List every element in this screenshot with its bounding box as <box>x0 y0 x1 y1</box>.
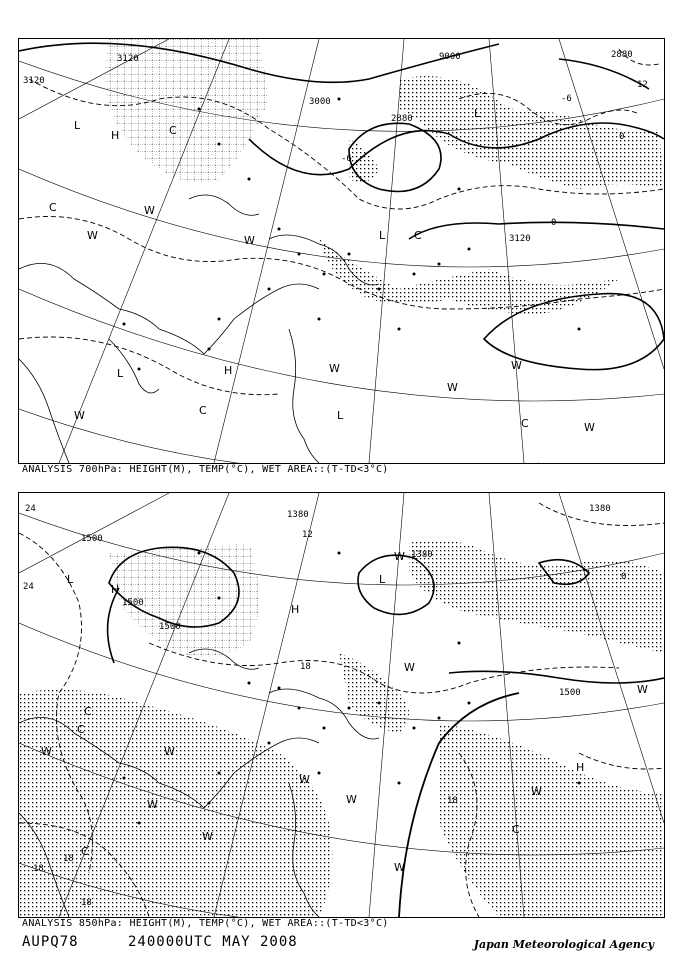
symbol-text: C <box>77 723 85 736</box>
symbol-text: H <box>224 364 233 377</box>
contour-label: 2880 <box>391 114 413 124</box>
symbol-text: C <box>84 705 92 718</box>
contour-label: 1500 <box>159 622 181 632</box>
symbol-text: C <box>81 845 89 858</box>
symbol-text: H <box>111 583 120 596</box>
contour-label: 18 <box>33 864 44 874</box>
coastline <box>19 195 379 463</box>
symbol-text: L <box>474 107 481 120</box>
contour-label: 0 <box>621 572 627 582</box>
symbol-text: H <box>291 603 300 616</box>
caption-700hpa: ANALYSIS 700hPa: HEIGHT(M), TEMP(°C), WET AREA::(T-TD<3°C) <box>22 464 389 475</box>
symbol-text: W <box>394 550 405 563</box>
symbol-text: W <box>346 793 357 806</box>
symbol-text: H <box>576 761 585 774</box>
symbol-text: W <box>147 798 158 811</box>
contour-label: 1380 <box>287 510 309 520</box>
contour-label: -6 <box>341 154 352 164</box>
symbol-text: C <box>512 823 520 836</box>
contour-label: 12 <box>302 530 313 540</box>
contour-label: 3120 <box>509 234 531 244</box>
symbol-text: W <box>299 773 310 786</box>
contour-label: 24 <box>23 582 34 592</box>
symbol-text: L <box>74 119 81 132</box>
symbol-text: L <box>379 573 386 586</box>
symbol-text: W <box>244 234 255 247</box>
symbol-text: W <box>202 830 213 843</box>
symbol-text: W <box>394 861 405 874</box>
contour-label: 18 <box>63 854 74 864</box>
contour-label: 1380 <box>589 504 611 514</box>
symbol-text: L <box>117 367 124 380</box>
caption-850hpa: ANALYSIS 850hPa: HEIGHT(M), TEMP(°C), WET AREA::(T-TD<3°C) <box>22 918 389 929</box>
contour-label: -6 <box>561 94 572 104</box>
symbol-text: C <box>521 417 529 430</box>
symbol-text: C <box>49 201 57 214</box>
symbol-text: C <box>414 229 422 242</box>
contour-label: 3120 <box>117 54 139 64</box>
symbol-text: H <box>111 129 120 142</box>
symbol-text: W <box>329 362 340 375</box>
symbol-text: W <box>87 229 98 242</box>
contour-label: 18 <box>447 796 458 806</box>
contour-label: 0 <box>551 218 557 228</box>
contour-label: 1380 <box>411 550 433 560</box>
contour-label: 9000 <box>439 52 461 62</box>
symbol-text: C <box>199 404 207 417</box>
chart-850hpa <box>18 492 665 918</box>
symbol-text: W <box>531 785 542 798</box>
symbol-text: C <box>169 124 177 137</box>
map-850hpa <box>19 493 664 917</box>
symbol-text: W <box>511 359 522 372</box>
symbol-text: L <box>337 409 344 422</box>
symbol-text: W <box>584 421 595 434</box>
symbol-text: W <box>144 204 155 217</box>
contour-label: 3000 <box>309 97 331 107</box>
symbol-text: W <box>404 661 415 674</box>
contour-label: 0 <box>619 132 625 142</box>
contour-label: 2880 <box>611 50 633 60</box>
valid-time: 240000UTC MAY 2008 <box>128 934 298 950</box>
chart-code: AUPQ78 <box>22 934 79 950</box>
symbol-text: L <box>379 229 386 242</box>
symbol-text: W <box>447 381 458 394</box>
contour-label: 24 <box>25 504 36 514</box>
map-700hpa <box>19 39 664 463</box>
contour-label: 1500 <box>81 534 103 544</box>
symbol-text: W <box>74 409 85 422</box>
symbol-text: W <box>41 745 52 758</box>
symbol-text: W <box>637 683 648 696</box>
contour-label: 3120 <box>23 76 45 86</box>
contour-label: 1500 <box>559 688 581 698</box>
agency-name: Japan Meteorological Agency <box>473 938 654 951</box>
contour-label: 18 <box>81 898 92 908</box>
contour-label: 18 <box>300 662 311 672</box>
contour-label: 1500 <box>122 598 144 608</box>
symbol-text: L <box>67 573 74 586</box>
chart-700hpa <box>18 38 665 464</box>
contour-label: 12 <box>637 80 648 90</box>
symbol-text: W <box>164 745 175 758</box>
